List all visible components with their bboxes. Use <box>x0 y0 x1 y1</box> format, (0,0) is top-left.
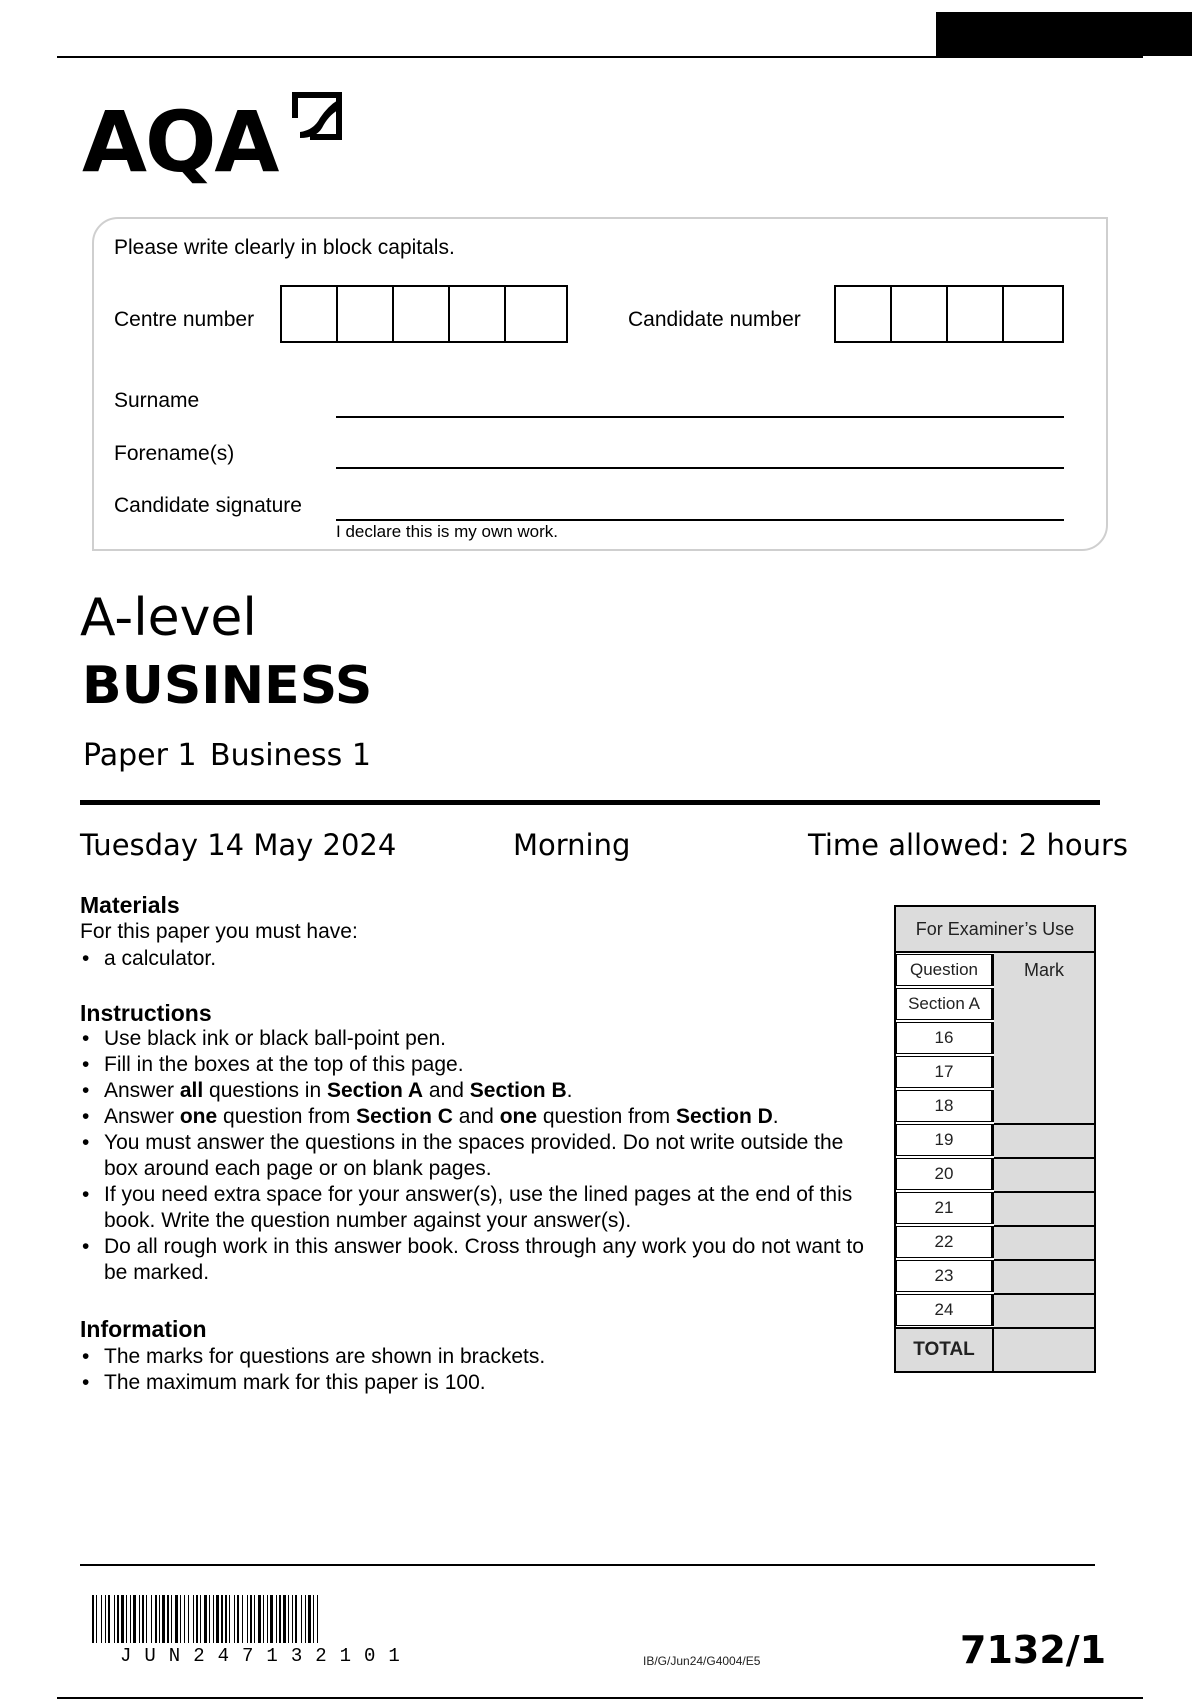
mark-cell <box>994 1123 1094 1157</box>
barcode-bar <box>213 1595 214 1643</box>
mark-column-header: Mark <box>994 953 1094 987</box>
logo-mark-icon <box>288 88 346 150</box>
barcode-bar <box>295 1595 297 1643</box>
barcode-bar <box>175 1595 178 1643</box>
mark-cell <box>994 987 1094 1021</box>
materials-list <box>80 946 840 972</box>
mark-cell <box>994 1055 1094 1089</box>
barcode-bar <box>142 1595 144 1643</box>
barcode-bar <box>276 1595 277 1643</box>
examiner-use-table <box>894 905 1096 1373</box>
barcode-bar <box>216 1595 219 1643</box>
table-row <box>896 1055 1094 1089</box>
question-cell: 19 <box>896 1124 994 1156</box>
paper-title: Business 1 <box>210 738 371 773</box>
candidate-number-label: Candidate number <box>628 308 801 331</box>
barcode-bar <box>247 1595 248 1643</box>
instructions-list <box>80 1026 870 1286</box>
top-rule <box>57 56 1143 58</box>
list-item: • Answer all questions in Section A and Section B. <box>80 1078 870 1104</box>
redacted-block <box>936 12 1192 56</box>
mark-cell <box>994 1225 1094 1259</box>
barcode-bar <box>105 1595 106 1643</box>
declaration-text: I declare this is my own work. <box>336 522 559 541</box>
barcode-bar <box>283 1595 286 1643</box>
candidate-digit-box[interactable] <box>1004 287 1062 341</box>
barcode-bar <box>108 1595 110 1643</box>
barcode-bar <box>317 1595 318 1643</box>
question-cell: 22 <box>896 1226 994 1258</box>
centre-digit-box[interactable] <box>450 287 506 341</box>
barcode-bar <box>180 1595 181 1643</box>
question-cell: 18 <box>896 1090 994 1122</box>
barcode-bar <box>133 1595 136 1643</box>
barcode-bar <box>155 1595 157 1643</box>
barcode-bar <box>196 1595 198 1643</box>
barcode-bar <box>237 1595 239 1643</box>
barcode-bar <box>151 1595 152 1643</box>
signature-field[interactable] <box>336 519 1064 521</box>
reference-code: IB/G/Jun24/G4004/E5 <box>643 1654 761 1668</box>
list-item: • The maximum mark for this paper is 100. <box>80 1370 840 1396</box>
examiner-table-title: For Examiner’s Use <box>896 907 1094 953</box>
barcode-bar <box>258 1595 261 1643</box>
candidate-digit-box[interactable] <box>836 287 892 341</box>
centre-number-boxes[interactable] <box>280 285 568 343</box>
barcode-bar <box>114 1595 115 1643</box>
question-cell: 23 <box>896 1260 994 1292</box>
question-cell: Section A <box>896 988 994 1020</box>
barcode-bar <box>159 1595 160 1643</box>
subject-title: BUSINESS <box>82 656 373 716</box>
forename-label: Forename(s) <box>114 442 235 465</box>
mark-cell <box>994 1089 1094 1123</box>
centre-digit-box[interactable] <box>338 287 394 341</box>
aqa-logo <box>82 88 342 191</box>
question-cell: 16 <box>896 1022 994 1054</box>
barcode-bar <box>146 1595 147 1643</box>
barcode-bar <box>101 1595 102 1643</box>
table-header-row <box>896 953 1094 987</box>
barcode-bar <box>188 1595 189 1643</box>
barcode-bar <box>229 1595 230 1643</box>
mark-cell <box>994 1157 1094 1191</box>
table-row <box>896 987 1094 1021</box>
barcode-bar <box>126 1595 127 1643</box>
materials-intro: For this paper you must have: <box>80 920 358 943</box>
mark-cell <box>994 1259 1094 1293</box>
barcode-bar <box>250 1595 252 1643</box>
barcode-bar <box>279 1595 281 1643</box>
centre-number-label: Centre number <box>114 308 255 331</box>
barcode-bar <box>121 1595 124 1643</box>
time-allowed: Time allowed: 2 hours <box>808 828 1128 862</box>
barcode-bar <box>167 1595 169 1643</box>
barcode-bar <box>139 1595 140 1643</box>
candidate-digit-box[interactable] <box>892 287 948 341</box>
question-cell: 20 <box>896 1158 994 1190</box>
barcode <box>92 1595 476 1643</box>
forename-field[interactable] <box>336 467 1064 469</box>
barcode-bar <box>204 1595 207 1643</box>
barcode-bar <box>234 1595 235 1643</box>
list-item: • Answer one question from Section C and one question from Section D. <box>80 1104 870 1130</box>
table-row <box>896 1225 1094 1259</box>
barcode-bar <box>193 1595 194 1643</box>
qualification-level: A-level <box>80 588 257 648</box>
table-row <box>896 1123 1094 1157</box>
information-heading: Information <box>80 1316 207 1342</box>
barcode-bar <box>225 1595 227 1643</box>
surname-field[interactable] <box>336 416 1064 418</box>
centre-digit-box[interactable] <box>394 287 450 341</box>
list-item: • You must answer the questions in the spaces provided. Do not write outside the box around each page or on blank pages. <box>80 1130 870 1182</box>
list-item: • Do all rough work in this answer book. Cross through any work you do not want to be marked. <box>80 1234 870 1286</box>
barcode-bar <box>162 1595 165 1643</box>
centre-digit-box[interactable] <box>282 287 338 341</box>
logo-text: AQA <box>82 93 278 191</box>
exam-session: Morning <box>513 828 631 862</box>
barcode-bar <box>242 1595 243 1643</box>
barcode-bar <box>313 1595 314 1643</box>
table-row <box>896 1157 1094 1191</box>
paper-number: Paper 1 <box>83 738 197 773</box>
candidate-digit-box[interactable] <box>948 287 1004 341</box>
barcode-bar <box>171 1595 172 1643</box>
barcode-bar <box>254 1595 255 1643</box>
instructions-heading: Instructions <box>80 1000 212 1026</box>
barcode-bar <box>200 1595 201 1643</box>
list-item: • The marks for questions are shown in brackets. <box>80 1344 840 1370</box>
total-mark-cell <box>994 1329 1094 1371</box>
table-row <box>896 1021 1094 1055</box>
barcode-bar <box>270 1595 273 1643</box>
total-label: TOTAL <box>896 1329 994 1371</box>
form-instruction: Please write clearly in block capitals. <box>114 236 455 259</box>
barcode-bar <box>305 1595 306 1643</box>
barcode-bar <box>130 1595 131 1643</box>
table-row <box>896 1259 1094 1293</box>
footer-rule <box>80 1564 1095 1566</box>
list-item: • a calculator. <box>80 946 840 972</box>
barcode-text: JUN247132101 <box>120 1645 413 1667</box>
table-row <box>896 1191 1094 1225</box>
title-rule <box>80 800 1100 805</box>
list-item: • Use black ink or black ball-point pen. <box>80 1026 870 1052</box>
question-cell: 17 <box>896 1056 994 1088</box>
centre-digit-box[interactable] <box>506 287 564 341</box>
table-row <box>896 1089 1094 1123</box>
total-row <box>896 1327 1094 1371</box>
information-list <box>80 1344 840 1396</box>
barcode-bar <box>308 1595 311 1643</box>
candidate-number-boxes[interactable] <box>834 285 1064 343</box>
barcode-bar <box>96 1595 97 1643</box>
barcode-bar <box>267 1595 268 1643</box>
mark-cell <box>994 1293 1094 1327</box>
barcode-bar <box>292 1595 293 1643</box>
exam-date: Tuesday 14 May 2024 <box>80 828 397 862</box>
materials-heading: Materials <box>80 892 180 918</box>
bottom-rule <box>57 1697 1143 1699</box>
barcode-bar <box>301 1595 302 1643</box>
barcode-bar <box>221 1595 223 1643</box>
table-row <box>896 1293 1094 1327</box>
list-item: • If you need extra space for your answer(s), use the lined pages at the end of this book. Write the question number against your answer(s). <box>80 1182 870 1234</box>
barcode-bar <box>209 1595 210 1643</box>
paper-code: 7132/1 <box>960 1628 1107 1672</box>
barcode-bar <box>184 1595 185 1643</box>
mark-cell <box>994 1021 1094 1055</box>
list-item: • Fill in the boxes at the top of this page. <box>80 1052 870 1078</box>
barcode-bar <box>117 1595 119 1643</box>
question-column-header: Question <box>896 954 994 986</box>
barcode-bar <box>288 1595 289 1643</box>
question-cell: 24 <box>896 1294 994 1326</box>
barcode-bar <box>263 1595 264 1643</box>
barcode-bar <box>92 1595 94 1643</box>
signature-label: Candidate signature <box>114 494 302 517</box>
mark-cell <box>994 1191 1094 1225</box>
surname-label: Surname <box>114 389 200 412</box>
question-cell: 21 <box>896 1192 994 1224</box>
